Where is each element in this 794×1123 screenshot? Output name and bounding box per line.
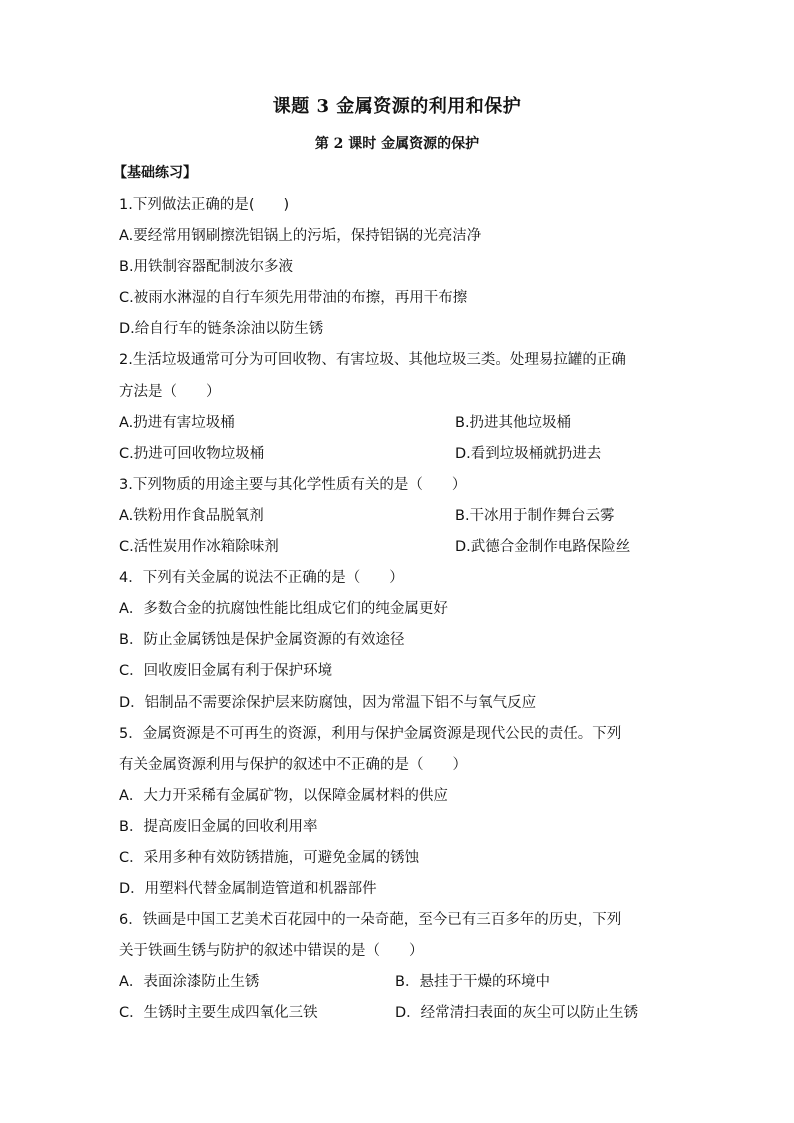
question-6-option-a: A．表面涂漆防止生锈 (119, 974, 260, 991)
question-3-option-a: A.铁粉用作食品脱氧剂 (119, 507, 264, 524)
question-3-options-row-2 (119, 532, 679, 563)
question-3-option-d: D.武德合金制作电路保险丝 (455, 539, 631, 556)
question-1-option-b: B.用铁制容器配制波尔多液 (119, 259, 294, 276)
question-2-options-row-2 (119, 439, 679, 470)
question-3-stem: 3.下列物质的用途主要与其化学性质有关的是（ ） (119, 476, 467, 493)
question-6-option-b: B．悬挂于干燥的环境中 (395, 974, 550, 991)
question-1-option-d: D.给自行车的链条涂油以防生锈 (119, 321, 324, 338)
question-2-option-a: A.扔进有害垃圾桶 (119, 414, 235, 431)
question-5-option-a: A．大力开采稀有金属矿物，以保障金属材料的供应 (119, 787, 448, 804)
question-2-options-row-1 (119, 408, 679, 439)
question-6-option-c: C．生锈时主要生成四氧化三铁 (119, 1005, 318, 1022)
question-6-stem-line-2: 关于铁画生锈与防护的叙述中错误的是（ ） (119, 943, 424, 960)
question-2-stem-line-1: 2.生活垃圾通常可分为可回收物、有害垃圾、其他垃圾三类。处理易拉罐的正确 (119, 352, 626, 369)
question-4-stem: 4．下列有关金属的说法不正确的是（ ） (119, 570, 404, 587)
question-3-options-row-1 (119, 501, 679, 532)
question-3-option-c: C.活性炭用作冰箱除味剂 (119, 539, 279, 556)
section-heading: 【基础练习】 (113, 165, 197, 181)
question-3-option-b: B.干冰用于制作舞台云雾 (455, 507, 615, 524)
question-list (119, 190, 679, 1030)
question-5-option-c: C．采用多种有效防锈措施，可避免金属的锈蚀 (119, 849, 420, 866)
question-1-option-a: A.要经常用钢刷擦洗铝锅上的污垢，保持铝锅的光亮洁净 (119, 228, 482, 245)
question-1-option-c: C.被雨水淋湿的自行车须先用带油的布擦，再用干布擦 (119, 290, 468, 307)
lesson-subtitle: 第 2 课时 金属资源的保护 (314, 136, 480, 152)
question-4-option-a: A．多数合金的抗腐蚀性能比组成它们的纯金属更好 (119, 601, 448, 618)
page-title: 课题 3 金属资源的利用和保护 (272, 96, 522, 117)
question-6-options-row-2 (119, 998, 679, 1029)
question-4-option-b: B．防止金属锈蚀是保护金属资源的有效途径 (119, 632, 405, 649)
question-2-stem-line-2: 方法是（ ） (119, 383, 221, 400)
question-1-stem: 1.下列做法正确的是( ) (119, 197, 290, 213)
question-6-option-d: D．经常清扫表面的灰尘可以防止生锈 (395, 1005, 639, 1022)
question-2-option-b: B.扔进其他垃圾桶 (455, 414, 572, 431)
question-5-option-d: D．用塑料代替金属制造管道和机器部件 (119, 881, 377, 898)
question-5-option-b: B．提高废旧金属的回收利用率 (119, 818, 318, 835)
question-4-option-c: C．回收废旧金属有利于保护环境 (119, 663, 333, 680)
question-4-option-d: D．铝制品不需要涂保护层来防腐蚀，因为常温下铝不与氧气反应 (119, 694, 537, 711)
question-2-option-c: C.扔进可回收物垃圾桶 (119, 445, 265, 462)
question-2-option-d: D.看到垃圾桶就扔进去 (455, 445, 602, 462)
question-6-options-row-1 (119, 967, 679, 998)
question-5-stem-line-1: 5．金属资源是不可再生的资源，利用与保护金属资源是现代公民的责任。下列 (119, 725, 622, 742)
question-5-stem-line-2: 有关金属资源利用与保护的叙述中不正确的是（ ） (119, 756, 467, 773)
question-6-stem-line-1: 6．铁画是中国工艺美术百花园中的一朵奇葩，至今已有三百多年的历史，下列 (119, 912, 622, 929)
